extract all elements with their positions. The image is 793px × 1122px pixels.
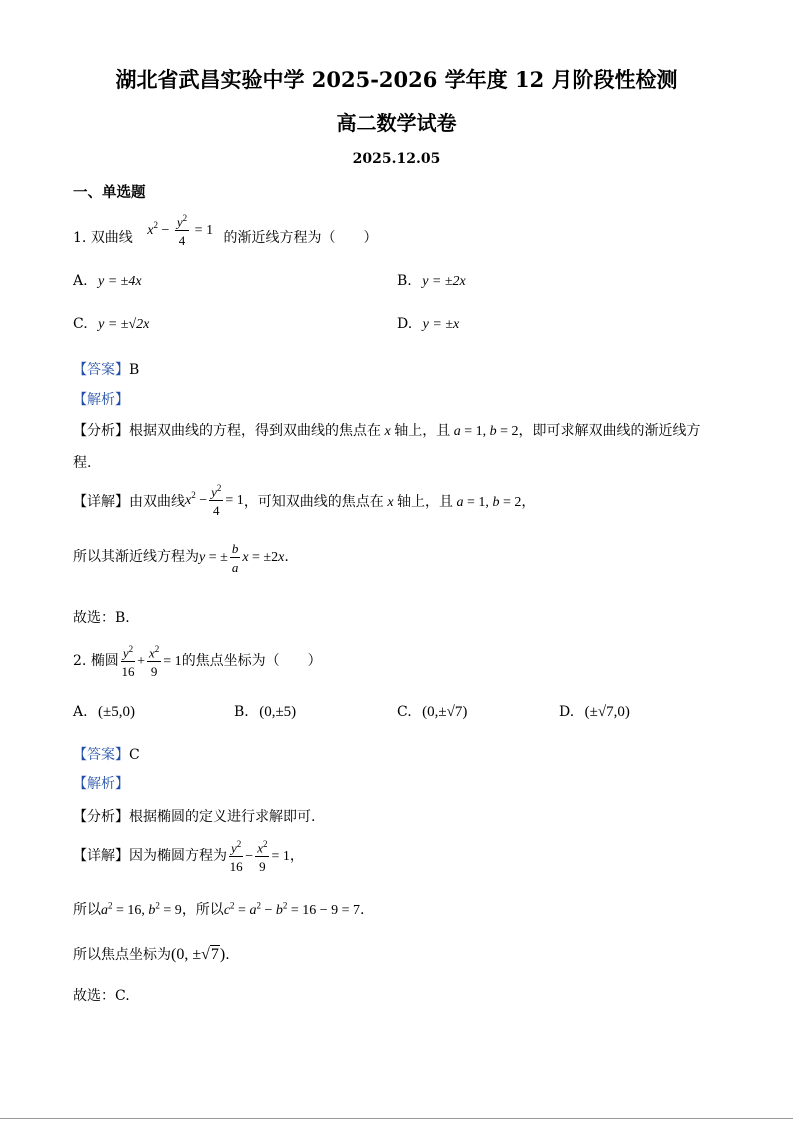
q2-option-c-value: (0,±√7) — [422, 704, 468, 720]
q1-fenxi-text3: ，即可求解双曲线的渐近线方 — [518, 423, 701, 439]
q2-xiangjie-tag: 【详解】 — [73, 847, 129, 864]
q1-xj-text3: 轴上，且 — [397, 493, 454, 510]
q1-number: 1. — [73, 229, 87, 246]
q1-stem — [73, 213, 378, 255]
q2-focus-line — [73, 944, 230, 964]
q1-asym-prefix: 所以其渐近线方程为 — [73, 549, 199, 566]
q1-option-d-label: D. — [397, 316, 413, 332]
q1-xj-equation: $x^2$ − $\frac{y^2}{4}$ = 1 — [185, 483, 244, 519]
q1-option-a-value: y = ±4x — [98, 274, 142, 289]
q2-stem — [73, 645, 322, 678]
exam-date: 2025.12.05 — [352, 151, 441, 167]
exam-title: 湖北省武昌实验中学 2025-2026 学年度 12 月阶段性检测 — [115, 67, 678, 92]
q2-calc-suffix: . — [360, 902, 365, 918]
q1-xj-var-x: x — [383, 494, 398, 510]
q2-calc-c: $c^2 = a^2 - b^2 = 16 - 9 = 7$ — [223, 900, 361, 918]
q2-focus-suffix: . — [225, 947, 230, 963]
q2-calc-ab: $a^2 = 16$, $b^2 = 9$ — [101, 900, 182, 918]
q1-fenxi-ab: a = 1, b = 2 — [450, 424, 519, 439]
q2-stem-suffix: 的焦点坐标为（ ） — [181, 652, 322, 669]
q1-fenxi-text1: 根据双曲线的方程，得到双曲线的焦点在 — [129, 423, 381, 439]
q1-fenxi-var-x: x — [381, 424, 395, 439]
q1-jiexi: 【解析】 — [73, 392, 129, 408]
q2-option-d-value: (±√7,0) — [584, 704, 630, 720]
q1-xiangjie — [73, 483, 536, 519]
q2-option-b — [234, 704, 296, 721]
exam-subtitle: 高二数学试卷 — [336, 111, 457, 135]
q2-stem-prefix: 椭圆 — [90, 652, 119, 669]
q1-final: 故选：B. — [73, 610, 130, 626]
q1-option-a-label: A. — [73, 273, 88, 289]
q1-answer — [73, 359, 139, 379]
q1-fenxi-cont: 程. — [73, 455, 92, 471]
q1-xj-ab: a = 1, b = 2 — [453, 494, 522, 510]
q1-asym-equation: y = ± $\frac{b}{a}$ x = ±2x — [199, 541, 285, 575]
q1-option-d-value: y = ±x — [422, 317, 460, 332]
q1-xj-text2: ，可知双曲线的焦点在 — [243, 493, 384, 510]
q1-equation: $x^2$ − $\frac{y^2}{4}$ = 1 — [147, 213, 214, 249]
q1-answer-tag: 【答案】 — [73, 362, 129, 378]
q1-fenxi — [73, 420, 701, 440]
q2-fenxi-tag: 【分析】 — [73, 809, 129, 825]
q2-option-a-value: (±5,0) — [98, 704, 135, 720]
q1-fenxi-tag: 【分析】 — [73, 423, 129, 439]
q1-xiangjie-tag: 【详解】 — [73, 493, 129, 510]
q2-answer-value: C — [129, 747, 140, 763]
q2-focus-prefix: 所以焦点坐标为 — [73, 947, 171, 963]
q1-asymptote-line — [73, 542, 289, 574]
q2-xj-text1: 因为椭圆方程为 — [129, 847, 227, 864]
q2-option-c-label: C. — [397, 704, 412, 720]
q2-focus-coords: (0, ±√7) — [171, 946, 226, 963]
q1-asym-suffix: . — [284, 549, 289, 566]
q2-fenxi-text: 根据椭圆的定义进行求解即可. — [129, 809, 316, 825]
q2-option-a-label: A. — [73, 704, 88, 720]
q2-calc-mid: ，所以 — [181, 902, 224, 918]
q2-option-a — [73, 704, 135, 721]
q1-xj-text4: ， — [521, 493, 536, 510]
q2-calc-prefix: 所以 — [73, 902, 101, 918]
q1-option-d — [397, 316, 459, 333]
q1-option-c-value: y = ±√2x — [98, 317, 150, 332]
q1-option-c-label: C. — [73, 316, 88, 332]
q2-fenxi — [73, 806, 315, 826]
section-heading: 一、单选题 — [73, 184, 146, 201]
q1-option-b-label: B. — [397, 273, 412, 289]
q2-option-b-label: B. — [234, 704, 249, 720]
q1-answer-value: B — [129, 362, 140, 378]
page-bottom-divider — [0, 1118, 793, 1119]
q1-option-a — [73, 273, 142, 290]
q2-final: 故选：C. — [73, 988, 130, 1004]
q1-option-b-value: y = ±2x — [422, 274, 466, 289]
q2-xj-equation: $\frac{y^2}{16}$ − $\frac{x^2}{9}$ = 1 — [229, 839, 290, 875]
q2-option-d-label: D. — [559, 704, 575, 720]
q2-answer — [73, 744, 140, 764]
q1-option-b — [397, 273, 466, 290]
q1-fenxi-text2: 轴上，且 — [394, 423, 451, 439]
q2-option-b-value: (0,±5) — [259, 704, 297, 720]
q2-xiangjie — [73, 840, 304, 873]
q2-jiexi: 【解析】 — [73, 776, 129, 792]
q1-stem-suffix: 的渐近线方程为（ ） — [223, 229, 378, 246]
q2-option-c — [397, 704, 467, 721]
q1-stem-prefix: 双曲线 — [90, 229, 133, 246]
q2-number: 2. — [73, 652, 87, 669]
q2-equation: $\frac{y^2}{16}$ + $\frac{x^2}{9}$ = 1 — [121, 644, 182, 680]
q2-calc-line — [73, 899, 364, 919]
q2-option-d — [559, 704, 630, 721]
q2-answer-tag: 【答案】 — [73, 747, 129, 763]
q2-xj-text2: ， — [289, 847, 304, 864]
q1-option-c — [73, 316, 149, 333]
q1-xj-text1: 由双曲线 — [129, 493, 185, 510]
